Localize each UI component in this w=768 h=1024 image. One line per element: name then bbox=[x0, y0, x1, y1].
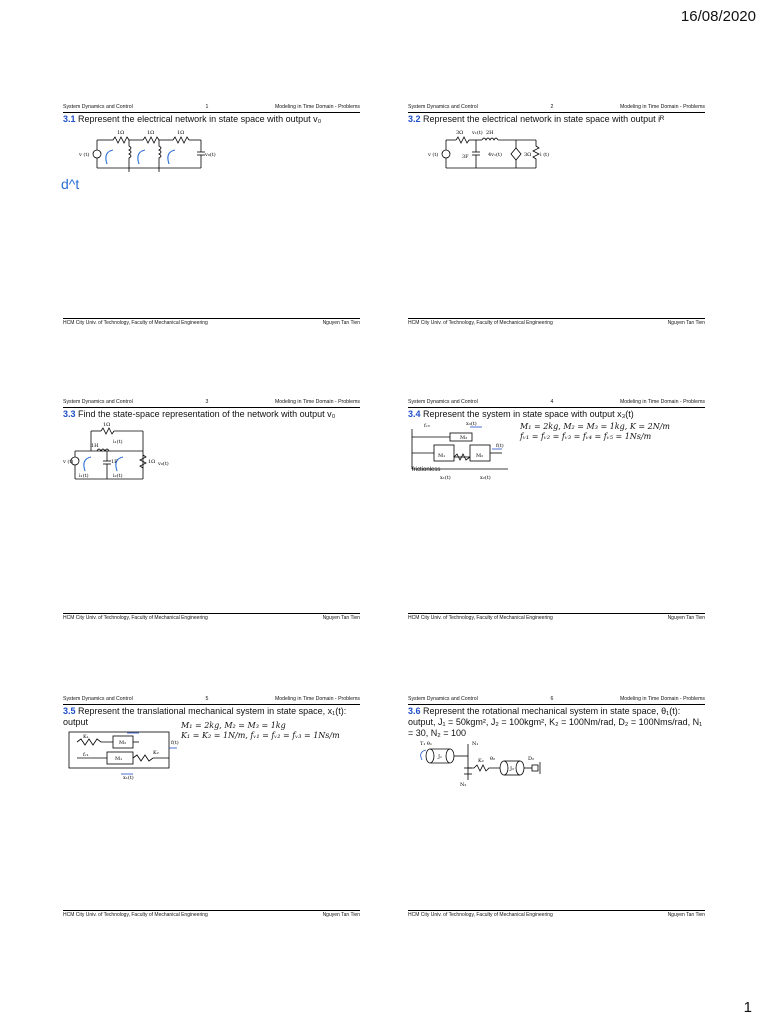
slide-header: System Dynamics and Control 3 Modeling in Time Domain - Problems bbox=[63, 399, 360, 408]
page-number: 1 bbox=[743, 999, 752, 1016]
problem-text: 3.4 Represent the system in state space with output x₃(t) bbox=[408, 409, 634, 419]
svg-text:N₂: N₂ bbox=[460, 782, 467, 788]
svg-text:J₂: J₂ bbox=[510, 766, 515, 772]
slide-footer: HCM City Univ. of Technology, Faculty of Mechanical Engineering Nguyen Tan Tien bbox=[408, 912, 705, 918]
svg-text:i₂(t): i₂(t) bbox=[113, 473, 123, 479]
svg-text:K₂: K₂ bbox=[478, 758, 484, 764]
svg-text:v₀(t): v₀(t) bbox=[205, 152, 216, 158]
slide-1 bbox=[63, 104, 360, 328]
svg-text:M₁: M₁ bbox=[115, 756, 123, 762]
problem-text: 3.5 Represent the translational mechanical system in state space, x₁(t): output bbox=[63, 706, 347, 727]
problem-text: 3.3 Find the state-space representation of the network with output v₀ bbox=[63, 409, 336, 419]
svg-text:T₁ θ₁: T₁ θ₁ bbox=[420, 741, 432, 747]
slide-header: System Dynamics and Control 2 Modeling in Time Domain - Problems bbox=[408, 104, 705, 113]
mechanical-diagram bbox=[67, 730, 179, 780]
svg-text:v (t): v (t) bbox=[79, 152, 90, 158]
svg-text:M₂: M₂ bbox=[119, 740, 127, 746]
svg-text:x₁(t): x₁(t) bbox=[440, 475, 451, 481]
svg-text:i₁(t): i₁(t) bbox=[113, 439, 123, 445]
svg-text:v (t): v (t) bbox=[428, 152, 439, 158]
parameters: M₁ = 2kg, M₂ = M₃ = 1kg K₁ = K₂ = 1N/m, fᵥ₁ = fᵥ₂ = fᵥ₃ = 1Ns/m bbox=[181, 721, 340, 740]
svg-text:M₁: M₁ bbox=[438, 453, 446, 459]
date: 16/08/2020 bbox=[680, 8, 756, 25]
svg-text:i (t): i (t) bbox=[540, 152, 550, 158]
svg-text:1H: 1H bbox=[91, 443, 99, 449]
slide-4 bbox=[408, 399, 705, 623]
svg-text:x₁(t): x₁(t) bbox=[123, 775, 134, 780]
svg-text:D₂: D₂ bbox=[528, 756, 535, 762]
svg-text:2H: 2H bbox=[486, 130, 494, 136]
slide-header: System Dynamics and Control 4 Modeling in Time Domain - Problems bbox=[408, 399, 705, 408]
svg-text:x₃(t): x₃(t) bbox=[466, 421, 477, 427]
handwritten-note: d^t bbox=[61, 176, 80, 192]
slide-footer: HCM City Univ. of Technology, Faculty of Mechanical Engineering Nguyen Tan Tien bbox=[408, 320, 705, 326]
slide-6 bbox=[408, 696, 705, 920]
svg-text:J₁: J₁ bbox=[438, 754, 443, 760]
svg-text:x₂(t): x₂(t) bbox=[480, 475, 491, 481]
svg-text:1Ω: 1Ω bbox=[117, 130, 125, 136]
svg-text:1Ω: 1Ω bbox=[148, 459, 156, 465]
circuit-diagram bbox=[426, 126, 556, 176]
svg-text:f(t): f(t) bbox=[496, 443, 504, 449]
problem-text: 3.1 Represent the electrical network in state space with output v₀ bbox=[63, 114, 322, 124]
svg-text:v₁(t): v₁(t) bbox=[472, 130, 483, 136]
slide-footer: HCM City Univ. of Technology, Faculty of Mechanical Engineering Nguyen Tan Tien bbox=[408, 615, 705, 621]
slide-footer: HCM City Univ. of Technology, Faculty of Mechanical Engineering Nguyen Tan Tien bbox=[63, 320, 360, 326]
svg-text:3Ω: 3Ω bbox=[456, 130, 464, 136]
svg-text:fᵥ₁: fᵥ₁ bbox=[83, 752, 89, 758]
svg-text:M₃: M₃ bbox=[460, 435, 468, 441]
svg-text:3F: 3F bbox=[462, 154, 469, 160]
slide-header: System Dynamics and Control 1 Modeling in Time Domain - Problems bbox=[63, 104, 360, 113]
frictionless-label: frictionless bbox=[412, 467, 441, 473]
svg-text:3Ω: 3Ω bbox=[524, 152, 532, 158]
problem-text: 3.2 Represent the electrical network in state space with output iᴿ bbox=[408, 114, 665, 124]
svg-text:K₂: K₂ bbox=[153, 750, 159, 756]
svg-text:1Ω: 1Ω bbox=[147, 130, 155, 136]
svg-text:M₂: M₂ bbox=[476, 453, 484, 459]
circuit-diagram bbox=[63, 421, 173, 483]
svg-text:i₁(t): i₁(t) bbox=[79, 473, 89, 479]
slide-header: System Dynamics and Control 6 Modeling in Time Domain - Problems bbox=[408, 696, 705, 705]
svg-text:N₁: N₁ bbox=[472, 741, 479, 747]
problem-text: 3.6 Represent the rotational mechanical system in state space, θ₁(t): output, J₁ = 50kgm², J₂ = 100kgm², K₂ = 100Nm/rad, D₂ = 100Nms/rad, N₁ = 30, N₂ = 100 bbox=[408, 706, 703, 738]
svg-text:1Ω: 1Ω bbox=[177, 130, 185, 136]
slide-footer: HCM City Univ. of Technology, Faculty of Mechanical Engineering Nguyen Tan Tien bbox=[63, 615, 360, 621]
slide-5 bbox=[63, 696, 360, 920]
slide-3 bbox=[63, 399, 360, 623]
svg-text:v₀(t): v₀(t) bbox=[158, 461, 169, 467]
svg-text:fᵥ₃: fᵥ₃ bbox=[424, 423, 430, 429]
parameters: M₁ = 2kg, M₂ = M₃ = 1kg, K = 2N/m fᵥ₁ = fᵥ₂ = fᵥ₃ = fᵥ₄ = fᵥ₅ = 1Ns/m bbox=[520, 422, 670, 441]
svg-text:K₁: K₁ bbox=[83, 734, 89, 740]
slide-footer: HCM City Univ. of Technology, Faculty of Mechanical Engineering Nguyen Tan Tien bbox=[63, 912, 360, 918]
circuit-diagram bbox=[77, 126, 227, 176]
svg-text:f(t): f(t) bbox=[171, 740, 179, 746]
svg-text:θ₂: θ₂ bbox=[490, 756, 496, 762]
svg-text:1Ω: 1Ω bbox=[103, 422, 111, 428]
rotational-diagram bbox=[420, 740, 545, 790]
svg-text:1F: 1F bbox=[111, 459, 118, 465]
slide-header: System Dynamics and Control 5 Modeling in Time Domain - Problems bbox=[63, 696, 360, 705]
slide-2 bbox=[408, 104, 705, 328]
svg-text:4v₁(t): 4v₁(t) bbox=[488, 152, 502, 158]
svg-text:v (t): v (t) bbox=[63, 459, 74, 465]
